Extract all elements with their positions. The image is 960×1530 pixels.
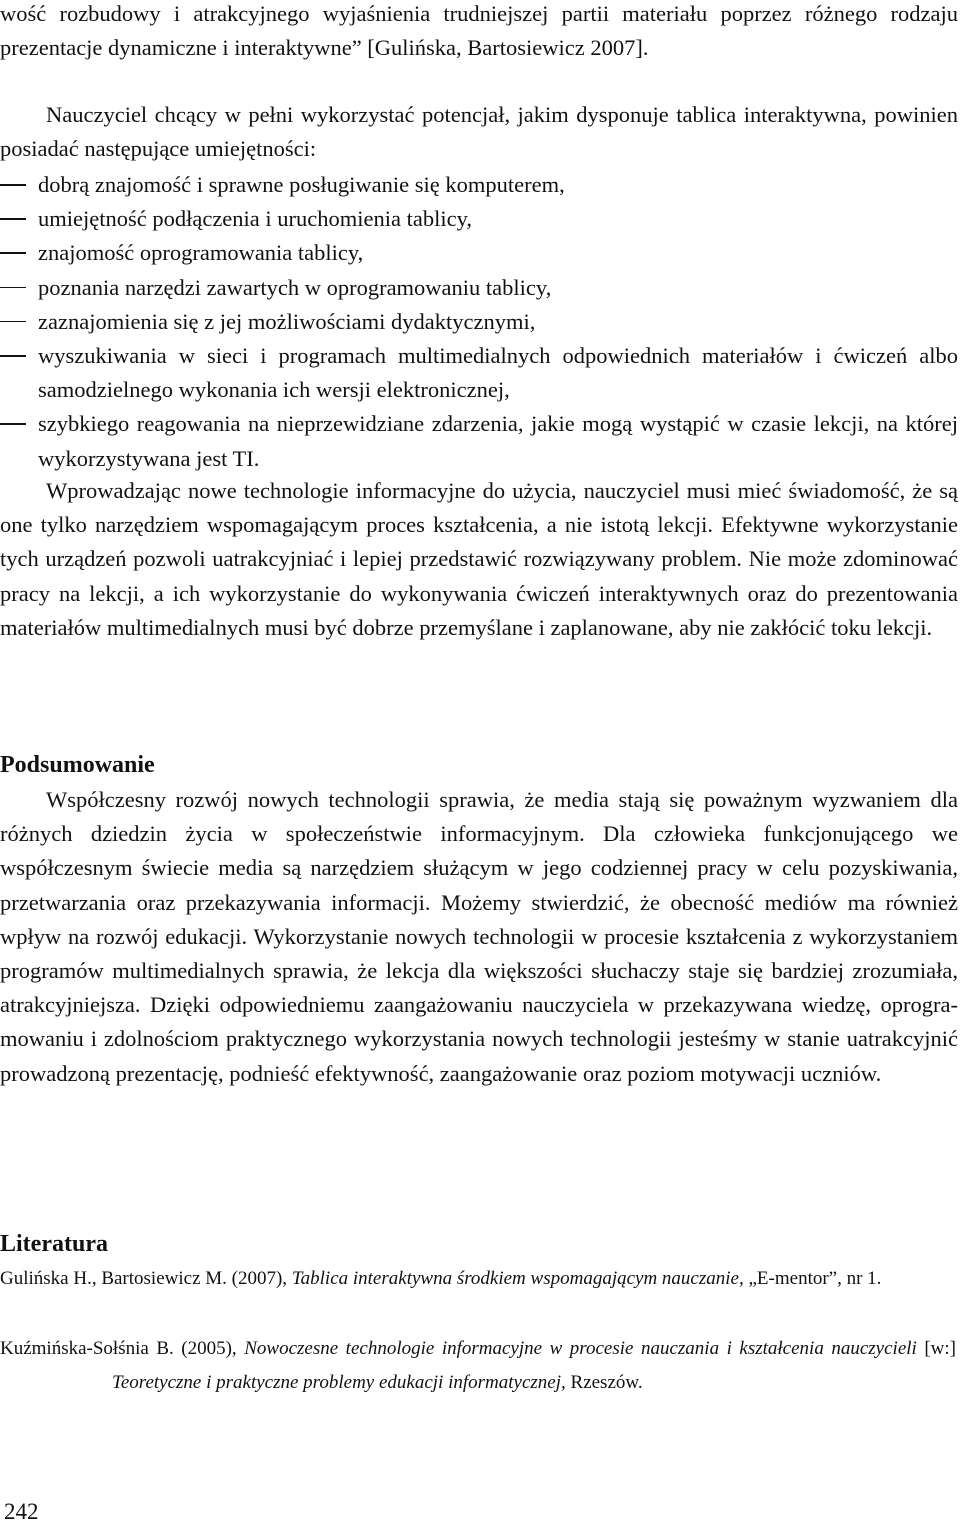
reference-in: [w:]	[924, 1338, 956, 1359]
reference-entry	[0, 1332, 956, 1400]
skills-intro-paragraph: Nauczyciel chcący w pełni wykorzystać potencjał, jakim dysponuje tablica interaktywna, powinien posiadać następujące umiejętności:	[0, 102, 958, 162]
dash-bullet	[0, 218, 26, 220]
page-number: 242	[4, 1499, 39, 1524]
reference-title: Nowoczesne technologie informacyjne w procesie nauczania i kształcenia nauczycieli	[244, 1338, 917, 1359]
dash-bullet	[0, 321, 26, 323]
list-item: wyszukiwania w sieci i programach multimedialnych odpowiednich materiałów i ćwiczeń albo samodzielnego wykonania ich wersji elektronicznej,	[0, 339, 958, 407]
reference-details: Rzeszów.	[570, 1372, 643, 1393]
reference-details: „E-mentor”, nr 1.	[748, 1268, 882, 1289]
list-item: szybkiego reagowania na nieprzewidziane zdarzenia, jakie mogą wystąpić w czasie lekcji, na której wykorzystywana jest TI.	[0, 407, 958, 475]
dash-bullet	[0, 355, 26, 357]
list-item: dobrą znajomość i sprawne posługiwanie się komputerem,	[0, 168, 958, 202]
reference-title: Tablica interaktywna środkiem wspomagającym nauczanie,	[291, 1268, 744, 1289]
body-paragraph-continuation: wość rozbudowy i atrakcyjnego wyjaśnienia trudniejszej partii materiału poprzez różnego rodzaju prezentacje dynamiczne i interaktywne” [Gulińska, Bartosiewicz 2007].	[0, 1, 958, 61]
reference-entry	[0, 1262, 956, 1296]
dash-bullet	[0, 423, 26, 425]
section-heading-summary: Podsumowanie	[0, 752, 155, 778]
technology-paragraph: Wprowadzając nowe technologie informacyjne do użycia, nauczyciel musi mieć świadomość, że są one tylko narzędziem wspomagającym proces kształcenia, a nie istotą lekcji. Efektywne wykorzystanie tych urządzeń pozwoli uatrakcyjniać i lepiej przedstawić rozwiązywany problem. Nie może zdominować pracy na lekcji, a ich wykorzystanie do wykonywania ćwiczeń interaktywnych oraz do prezentowania materiałów multimedialnych musi być dobrze przemyślane i zaplanowane, aby nie zakłócić toku lekcji.	[0, 478, 958, 640]
list-item: zaznajomienia się z jej możliwościami dydaktycznymi,	[0, 305, 958, 339]
reference-authors: Kuźmińska-Sołśnia B. (2005),	[0, 1338, 237, 1359]
reference-authors: Gulińska H., Bartosiewicz M. (2007),	[0, 1268, 288, 1289]
section-heading-literature: Literatura	[0, 1231, 108, 1257]
dash-bullet	[0, 184, 26, 186]
dash-bullet	[0, 287, 26, 289]
summary-paragraph: Współczesny rozwój nowych technologii sprawia, że media stają się poważnym wyzwaniem dla różnych dziedzin życia w społeczeństwie informacyjnym. Dla człowieka funkcjonującego we współczesnym świecie media są narzędziem służącym w jego codziennej pracy w celu pozyskiwania, przetwarzania oraz przekazywania informacji. Możemy stwierdzić, że obecność mediów ma również wpływ na rozwój edukacji. Wykorzystanie nowych technologii w procesie kształcenia z wykorzystaniem programów multimedialnych sprawia, że lekcja dla większości słuchaczy staje się bardziej zrozumiała, atrakcyjniejsza. Dzięki odpowiedniemu zaangażowaniu nauczyciela w przekazywana wiedzę, oprogramowaniu i zdolnościom praktycznego wykorzystania nowych technologii jesteśmy w stanie uatrakcyjnić prowadzoną prezentację, podnieść efektywność, zaangażowanie oraz poziom motywacji uczniów.	[0, 787, 958, 1086]
dash-bullet	[0, 252, 26, 254]
list-item: znajomość oprogramowania tablicy,	[0, 236, 958, 270]
reference-book-title: Teoretyczne i praktyczne problemy edukacji informatycznej,	[112, 1372, 566, 1393]
list-item: poznania narzędzi zawartych w oprogramowaniu tablicy,	[0, 271, 958, 305]
skills-list	[0, 168, 958, 476]
list-item: umiejętność podłączenia i uruchomienia tablicy,	[0, 202, 958, 236]
